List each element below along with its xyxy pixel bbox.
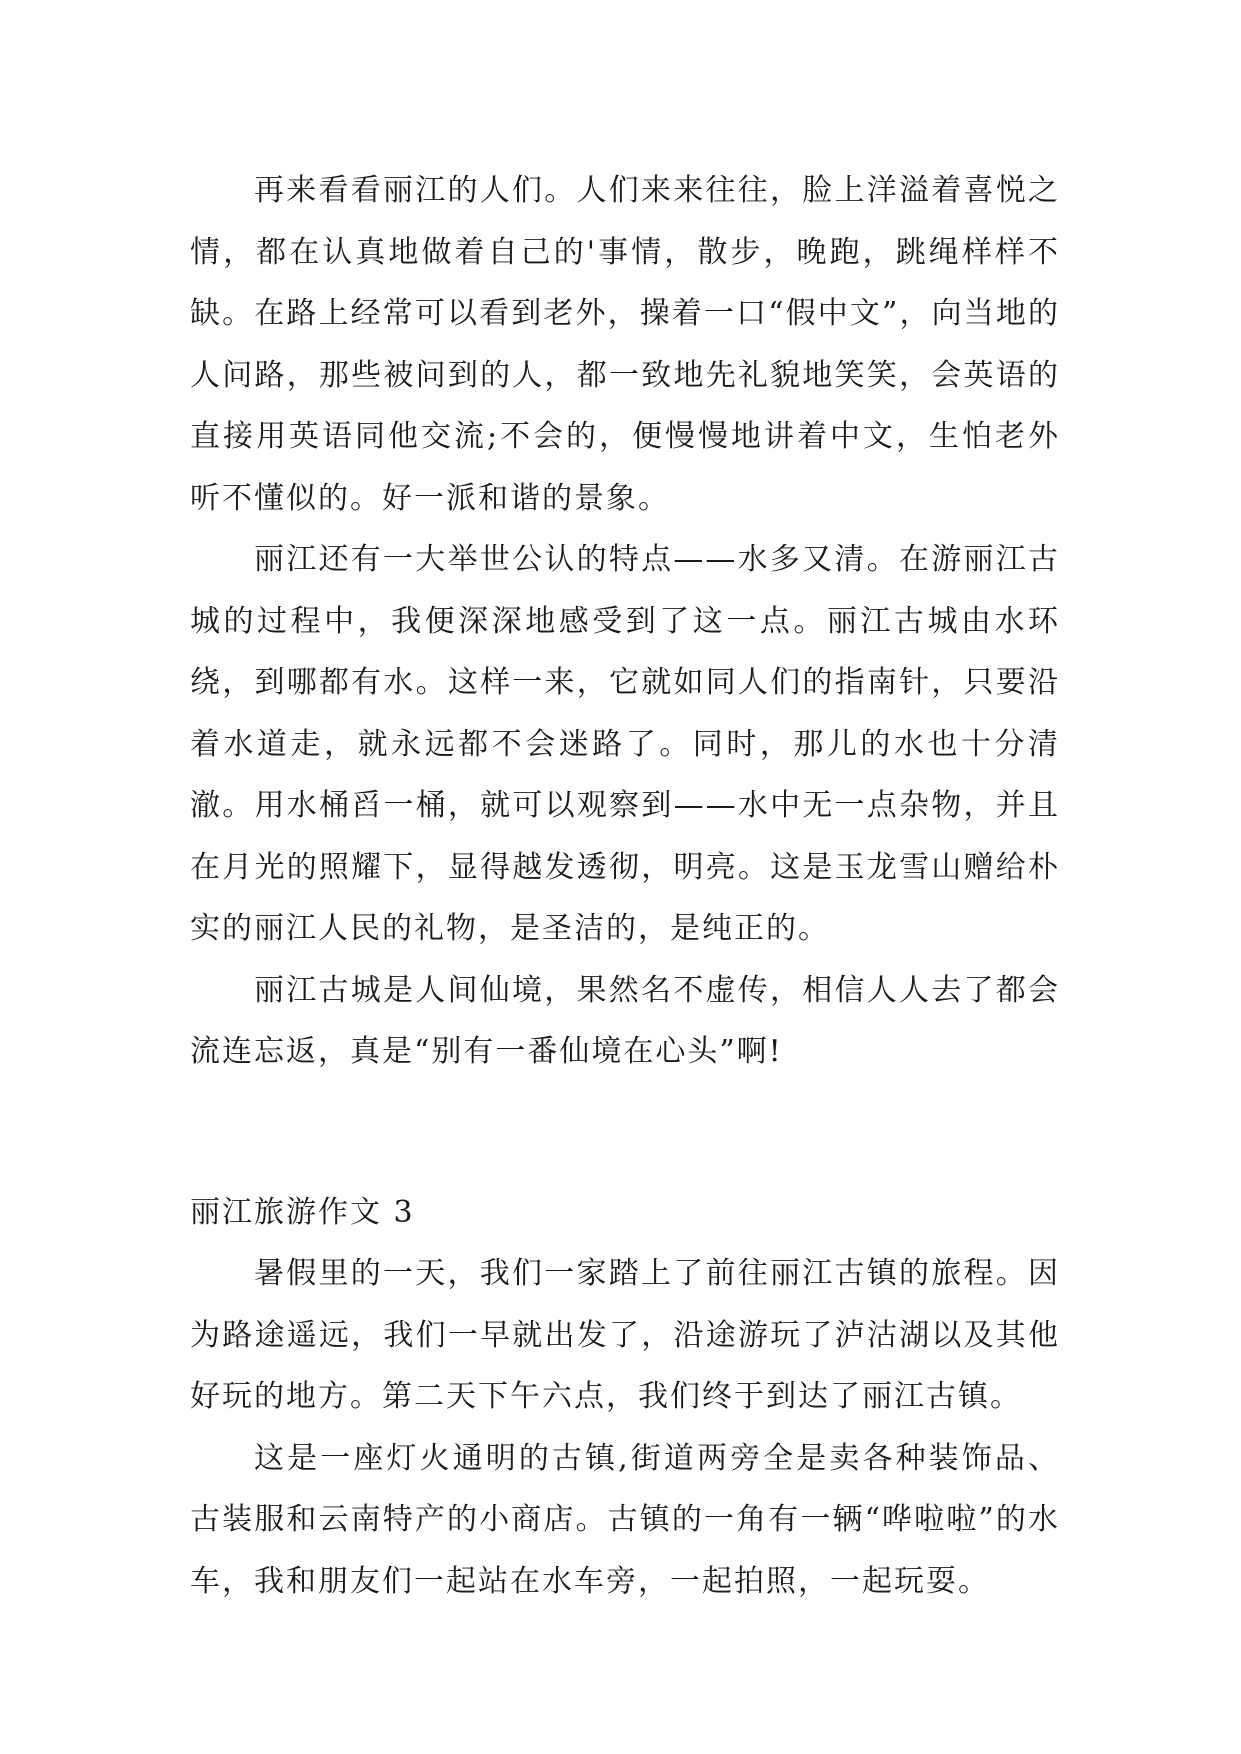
paragraph-journey: 暑假里的一天，我们一家踏上了前往丽江古镇的旅程。因为路途遥远，我们一早就出发了，沿途游玩了泸沽湖以及其他好玩的地方。第二天下午六点，我们终于到达了丽江古镇。 — [190, 1256, 1060, 1414]
paragraph-town: 这是一座灯火通明的古镇,街道两旁全是卖各种装饰品、古装服和云南特产的小商店。古镇的一角有一辆“哗啦啦”的水车，我和朋友们一起站在水车旁，一起拍照，一起玩耍。 — [190, 1440, 1060, 1599]
paragraph-conclusion: 丽江古城是人间仙境，果然名不虚传，相信人人去了都会流连忘返，真是“别有一番仙境在心头”啊! — [190, 972, 1060, 1069]
paragraph-people: 再来看看丽江的人们。人们来来往往，脸上洋溢着喜悦之情，都在认真地做着自己的'事情，散步，晚跑，跳绳样样不缺。在路上经常可以看到老外，操着一口“假中文”，向当地的人问路，那些被问到的人，都一致地先礼貌地笑笑，会英语的直接用英语同他交流;不会的，便慢慢地讲着中文，生怕老外听不懂似的。好一派和谐的景象。 — [190, 173, 1060, 516]
section-heading: 丽江旅游作文 3 — [190, 1194, 415, 1230]
paragraph-water: 丽江还有一大举世公认的特点——水多又清。在游丽江古城的过程中，我便深深地感受到了这一点。丽江古城由水环绕，到哪都有水。这样一来，它就如同人们的指南针，只要沿着水道走，就永远都不会迷路了。同时，那儿的水也十分清澈。用水桶舀一桶，就可以观察到——水中无一点杂物，并且在月光的照耀下，显得越发透彻，明亮。这是玉龙雪山赠给朴实的丽江人民的礼物，是圣洁的，是纯正的。 — [190, 542, 1060, 946]
document-body — [190, 160, 1060, 1612]
